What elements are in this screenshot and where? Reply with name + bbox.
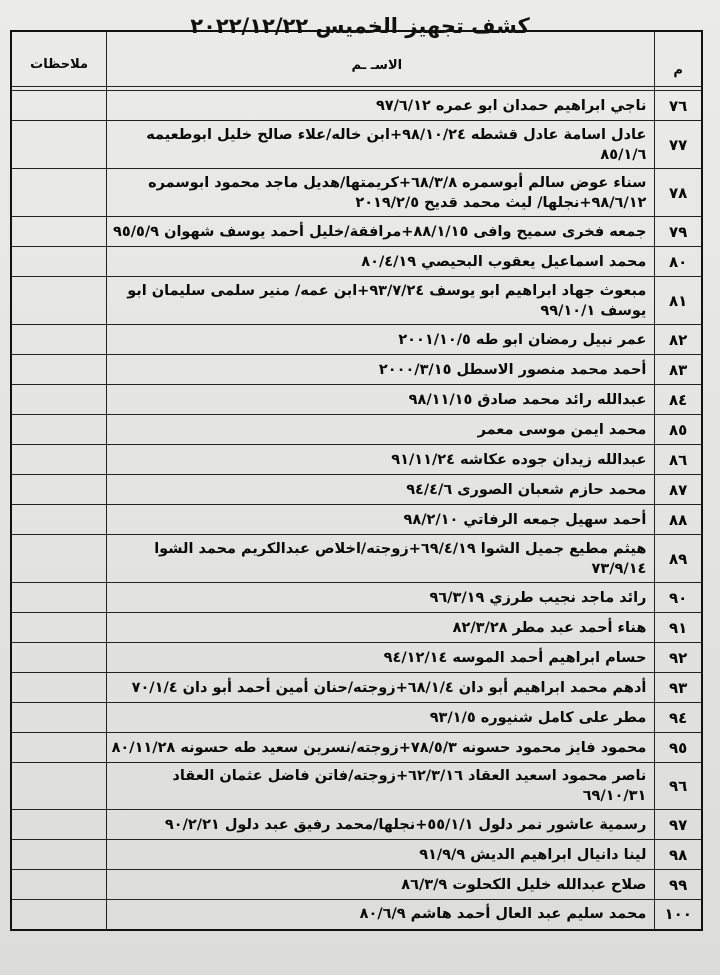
table-row <box>11 385 702 415</box>
row-notes <box>11 91 107 121</box>
header-name <box>107 31 655 87</box>
row-name: عبدالله رائد محمد صادق ٩٨/١١/١٥ <box>107 385 655 415</box>
table-row <box>11 247 702 277</box>
header-notes <box>11 31 107 87</box>
row-number: ٧٩ <box>655 217 702 247</box>
row-name: رسمية عاشور نمر دلول ٥٥/١/١+نجلها/محمد رفيق عبد دلول ٩٠/٢/٢١ <box>107 810 655 840</box>
row-notes <box>11 643 107 673</box>
row-number: ٧٨ <box>655 169 702 217</box>
table-row <box>11 415 702 445</box>
row-name: أحمد محمد منصور الاسطل ٢٠٠٠/٣/١٥ <box>107 355 655 385</box>
row-name: عمر نبيل رمضان ابو طه ٢٠٠١/١٠/٥ <box>107 325 655 355</box>
row-name: محمد اسماعيل يعقوب البحيصي ٨٠/٤/١٩ <box>107 247 655 277</box>
row-notes <box>11 247 107 277</box>
table-row <box>11 583 702 613</box>
table-row <box>11 643 702 673</box>
row-notes <box>11 613 107 643</box>
row-name: حسام ابراهيم أحمد الموسه ٩٤/١٢/١٤ <box>107 643 655 673</box>
row-number: ٩٧ <box>655 810 702 840</box>
table-row <box>11 535 702 583</box>
row-number: ٩٩ <box>655 870 702 900</box>
row-name: جمعه فخرى سميح وافى ٨٨/١/١٥+مرافقة/خليل أحمد يوسف شهوان ٩٥/٥/٩ <box>107 217 655 247</box>
header-name-label: الاسـ ـم <box>351 57 403 73</box>
row-name: أحمد سهيل جمعه الرفاتي ٩٨/٢/١٠ <box>107 505 655 535</box>
row-number: ٧٦ <box>655 91 702 121</box>
row-notes <box>11 445 107 475</box>
row-name: عبدالله زيدان جوده عكاشه ٩١/١١/٢٤ <box>107 445 655 475</box>
row-number: ٩٠ <box>655 583 702 613</box>
table-row <box>11 91 702 121</box>
row-notes <box>11 325 107 355</box>
row-notes <box>11 763 107 810</box>
row-number: ٨٤ <box>655 385 702 415</box>
row-name: ناصر محمود اسعيد العقاد ٦٢/٣/١٦+زوجته/فاتن فاضل عثمان العقاد ٦٩/١٠/٣١ <box>107 763 655 810</box>
row-number: ٩٥ <box>655 733 702 763</box>
row-notes <box>11 355 107 385</box>
row-name: رائد ماجد نجيب طرزي ٩٦/٣/١٩ <box>107 583 655 613</box>
row-notes <box>11 870 107 900</box>
row-number: ٨١ <box>655 277 702 325</box>
row-number: ٨٣ <box>655 355 702 385</box>
row-number: ٩٤ <box>655 703 702 733</box>
row-notes <box>11 535 107 583</box>
row-number: ٨٨ <box>655 505 702 535</box>
row-notes <box>11 733 107 763</box>
row-notes <box>11 673 107 703</box>
table-row <box>11 810 702 840</box>
row-name: محمد ايمن موسى معمر <box>107 415 655 445</box>
page-title: كشف تجهيز الخميس ٢٠٢٢/١٢/٢٢ <box>190 14 530 38</box>
header-number-label: م <box>673 62 683 78</box>
table-row <box>11 870 702 900</box>
table-row <box>11 445 702 475</box>
table-row <box>11 900 702 930</box>
table-row <box>11 355 702 385</box>
table-header-row <box>11 31 702 87</box>
row-number: ٩٨ <box>655 840 702 870</box>
names-table <box>10 30 703 931</box>
row-name: محمود فايز محمود حسونه ٧٨/٥/٣+زوجته/نسرين سعيد طه حسونه ٨٠/١١/٢٨ <box>107 733 655 763</box>
table-row <box>11 325 702 355</box>
row-name: أدهم محمد ابراهيم أبو دان ٦٨/١/٤+زوجته/حنان أمين أحمد أبو دان ٧٠/١/٤ <box>107 673 655 703</box>
row-number: ٨٦ <box>655 445 702 475</box>
table-row <box>11 673 702 703</box>
row-number: ٨٠ <box>655 247 702 277</box>
row-notes <box>11 900 107 930</box>
row-number: ٧٧ <box>655 121 702 169</box>
row-number: ٩٦ <box>655 763 702 810</box>
row-notes <box>11 121 107 169</box>
row-name: هيثم مطيع جميل الشوا ٦٩/٤/١٩+زوجته/اخلاص عبدالكريم محمد الشوا ٧٣/٩/١٤ <box>107 535 655 583</box>
row-name: محمد سليم عبد العال أحمد هاشم ٨٠/٦/٩ <box>107 900 655 930</box>
row-notes <box>11 505 107 535</box>
row-notes <box>11 415 107 445</box>
table-row <box>11 505 702 535</box>
header-notes-label: ملاحظات <box>30 56 89 72</box>
row-name: صلاح عبدالله خليل الكحلوت ٨٦/٣/٩ <box>107 870 655 900</box>
row-notes <box>11 583 107 613</box>
row-name: عادل اسامة عادل قشطه ٩٨/١٠/٢٤+ابن خاله/علاء صالح خليل ابوطعيمه ٨٥/١/٦ <box>107 121 655 169</box>
table-row <box>11 763 702 810</box>
row-notes <box>11 277 107 325</box>
table-row <box>11 475 702 505</box>
table-row <box>11 121 702 169</box>
header-number <box>655 31 702 87</box>
row-name: سناء عوض سالم أبوسمره ٦٨/٣/٨+كريمتها/هديل ماجد محمود ابوسمره ٩٨/٦/١٢+نجلها/ ليث محمد قديح ٢٠١٩/٢/٥ <box>107 169 655 217</box>
table-row <box>11 277 702 325</box>
table-row <box>11 733 702 763</box>
row-number: ٩٢ <box>655 643 702 673</box>
table-row <box>11 169 702 217</box>
row-name: مطر على كامل شنيوره ٩٣/١/٥ <box>107 703 655 733</box>
row-number: ١٠٠ <box>655 900 702 930</box>
row-name: محمد حازم شعبان الصورى ٩٤/٤/٦ <box>107 475 655 505</box>
row-notes <box>11 475 107 505</box>
table-row <box>11 217 702 247</box>
row-number: ٨٥ <box>655 415 702 445</box>
row-number: ٨٢ <box>655 325 702 355</box>
table-row <box>11 840 702 870</box>
row-name: مبعوث جهاد ابراهيم ابو يوسف ٩٣/٧/٢٤+ابن عمه/ منير سلمى سليمان ابو يوسف ٩٩/١٠/١ <box>107 277 655 325</box>
row-notes <box>11 840 107 870</box>
row-name: هناء أحمد عبد مطر ٨٢/٣/٢٨ <box>107 613 655 643</box>
row-name: لينا دانيال ابراهيم الديش ٩١/٩/٩ <box>107 840 655 870</box>
row-name: ناجي ابراهيم حمدان ابو عمره ٩٧/٦/١٢ <box>107 91 655 121</box>
row-number: ٨٧ <box>655 475 702 505</box>
row-notes <box>11 169 107 217</box>
row-number: ٩٣ <box>655 673 702 703</box>
row-number: ٩١ <box>655 613 702 643</box>
row-notes <box>11 810 107 840</box>
table-row <box>11 703 702 733</box>
table-row <box>11 613 702 643</box>
row-number: ٨٩ <box>655 535 702 583</box>
row-notes <box>11 703 107 733</box>
row-notes <box>11 217 107 247</box>
row-notes <box>11 385 107 415</box>
